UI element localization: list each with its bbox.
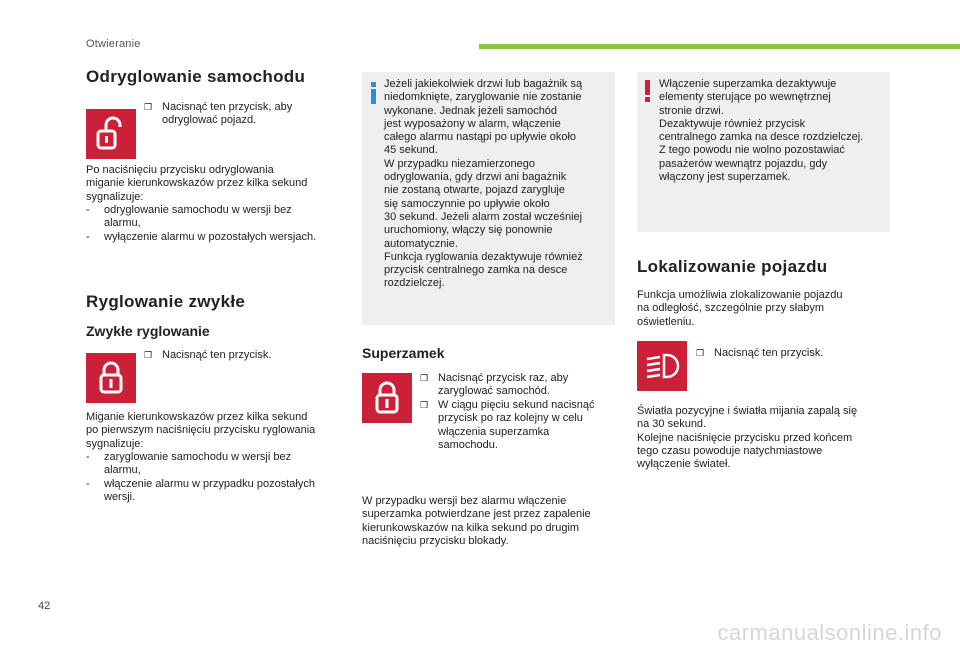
info-note: [362, 72, 615, 325]
warning-exclamation-icon: [645, 80, 655, 106]
warning-note: [637, 72, 890, 232]
warning-note-text: Włączenie superzamka dezaktywuje elementy sterujące po wewnętrznej stronie drzwi. Dezaktywuje również przycisk centralnego zamka na desce rozdzielczej. Z tego powodu nie wolno pozostawiać pasażerów wewnątrz pojazdu, gdy włączony jest superzamek.: [659, 78, 864, 184]
info-icon: [371, 82, 376, 108]
lock-description: Miganie kierunkowskazów przez kilka sekund po pierwszym naciśnięciu przycisku ryglowania sygnalizuje:: [86, 411, 316, 450]
watermark-text: carmanualsonline.info: [717, 620, 942, 645]
section-title-superlock: Superzamek: [362, 345, 445, 361]
list-item: - odryglowanie samochodu w wersji bez alarmu,: [86, 204, 292, 230]
lock-button-icon-box: [86, 353, 136, 403]
page-number: 42: [38, 600, 51, 612]
header-accent-bar: [479, 44, 960, 49]
bullet-marker-icon: ❒: [420, 373, 429, 383]
list-item: - włączenie alarmu w przypadku pozostałych wersji.: [86, 478, 315, 504]
section-title-locate: Lokalizowanie pojazdu: [637, 257, 828, 276]
unlocked-padlock-icon: [95, 116, 127, 152]
unlock-description: Po naciśnięciu przycisku odryglowania miganie kierunkowskazów przez kilka sekund sygnalizuje:: [86, 164, 308, 203]
locate-button-icon-box: [637, 341, 687, 391]
locked-padlock-icon: [372, 380, 402, 416]
list-item: - wyłączenie alarmu w pozostałych wersjach.: [86, 231, 317, 243]
locate-result-description: Światła pozycyjne i światła mijania zapalą się na 30 sekund. Kolejne naciśnięcie przycisku przed końcem tego czasu powoduje natychmiastowe wyłączenie świateł.: [637, 405, 858, 471]
section-title-unlock: Odryglowanie samochodu: [86, 67, 306, 86]
superlock-instruction: ❒ W ciągu pięciu sekund nacisnąć przycisk po raz kolejny w celu włączenia superzamka samochodu.: [420, 399, 595, 451]
lock-instruction: ❒ Nacisnąć ten przycisk.: [144, 349, 272, 361]
unlock-button-icon-box: [86, 109, 136, 159]
section-header-label: Otwieranie: [86, 38, 141, 50]
list-item: - zaryglowanie samochodu w wersji bez alarmu,: [86, 451, 292, 477]
bullet-marker-icon: ❒: [144, 350, 153, 360]
superlock-button-icon-box: [362, 373, 412, 423]
section-title-lock: Ryglowanie zwykłe: [86, 292, 246, 311]
subsection-title-lock: Zwykłe ryglowanie: [86, 323, 210, 339]
bullet-marker-icon: ❒: [420, 400, 429, 410]
locked-padlock-icon: [96, 360, 126, 396]
superlock-description: W przypadku wersji bez alarmu włączenie superzamka potwierdzane jest przez zapalenie kierunkowskazów na kilka sekund po drugim naciśnięciu przycisku blokady.: [362, 495, 591, 547]
bullet-marker-icon: ❒: [144, 102, 153, 112]
info-note-text: Jeżeli jakiekolwiek drzwi lub bagażnik są niedomknięte, zaryglowanie nie zostanie wykonane. Jednak jeżeli samochód jest wyposażony w alarm, włączenie całego alarmu nastąpi po upływie około 45 sekund. W przypadku niezamierzonego odryglowania, gdy drzwi ani bagażnik nie zostaną otwarte, pojazd zarygluje się samoczynnie po upływie około 30 sekund. Jeżeli alarm został wcześniej uruchomiony, włączy się ponownie automatycznie. Funkcja ryglowania dezaktywuje również przycisk centralnego zamka na desce rozdzielczej.: [384, 78, 583, 290]
headlight-icon: [644, 351, 680, 381]
unlock-instruction: ❒ Nacisnąć ten przycisk, aby odryglować pojazd.: [144, 101, 293, 127]
locate-instruction: ❒ Nacisnąć ten przycisk.: [696, 347, 824, 359]
superlock-instruction: ❒ Nacisnąć przycisk raz, aby zaryglować samochód.: [420, 372, 569, 398]
bullet-marker-icon: ❒: [696, 348, 705, 358]
locate-description: Funkcja umożliwia zlokalizowanie pojazdu na odległość, szczególnie przy słabym oświetleniu.: [637, 289, 843, 328]
